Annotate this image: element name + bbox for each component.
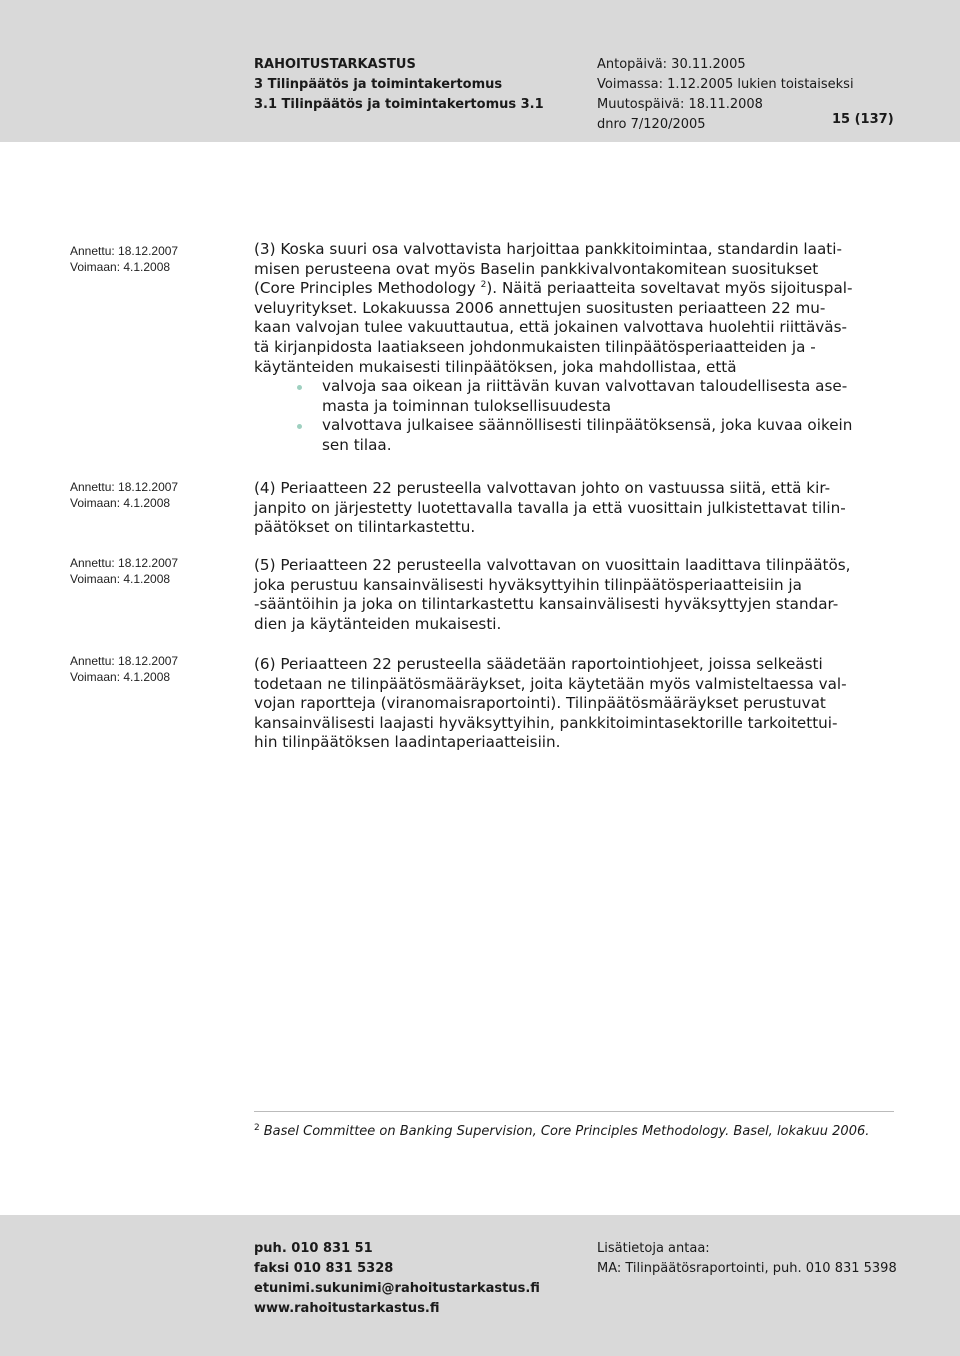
text-line: veluyritykset. Lokakuussa 2006 annettujen suositusten periaatteen 22 mu- [254,298,826,317]
footer-website[interactable]: www.rahoitustarkastus.fi [254,1301,440,1316]
text-line: misen perusteena ovat myös Baselin pankkivalvontakomitean suositukset [254,259,819,278]
header-subsection: 3.1 Tilinpäätös ja toimintakertomus 3.1 [254,97,544,112]
text-line: -sääntöihin ja joka on tilintarkastettu kansainvälisesti hyväksyttyjen standar- [254,595,839,614]
margin-note-voimaan: Voimaan: 4.1.2008 [70,572,171,586]
text-line: masta ja toiminnan tuloksellisuudesta [322,396,612,415]
text-line: käytänteiden mukaisesti tilinpäätöksen, joka mahdollistaa, että [254,357,737,376]
text-line: valvoja saa oikean ja riittävän kuvan valvottavan taloudellisesta ase- [322,377,848,396]
margin-note-annettu: Annettu: 18.12.2007 [70,654,179,668]
margin-note-voimaan: Voimaan: 4.1.2008 [70,496,171,510]
header-right [597,55,854,135]
header-reference: dnro 7/120/2005 [597,117,706,132]
text-line: sen tilaa. [322,435,392,454]
margin-note-annettu: Annettu: 18.12.2007 [70,480,179,494]
text-line: kansainvälisesti laajasti hyväksyttyihin, pankkitoimintasektorille tarkoitettui- [254,713,838,732]
text-line: vojan raportteja (viranomaisraportointi). Tilinpäätösmääräykset perustuvat [254,694,826,713]
text-line [254,279,894,299]
footnote-divider [254,1111,894,1112]
margin-note-annettu: Annettu: 18.12.2007 [70,556,179,570]
page-header [0,0,960,142]
page-footer [0,1215,960,1356]
header-in-force: Voimassa: 1.12.2005 lukien toistaiseksi [597,77,854,92]
text-line: (6) Periaatteen 22 perusteella säädetään raportointiohjeet, joissa selkeästi [254,655,823,673]
footer-fax: faksi 010 831 5328 [254,1261,394,1276]
footer-info-contact: MA: Tilinpäätösraportointi, puh. 010 831 5398 [597,1261,897,1276]
footer-email[interactable]: etunimi.sukunimi@rahoitustarkastus.fi [254,1281,540,1296]
header-given-date: Antopäivä: 30.11.2005 [597,57,746,72]
bullet-icon [297,385,302,390]
footnote-text: Basel Committee on Banking Supervision, Core Principles Methodology. Basel, lokakuu 2006. [263,1124,870,1139]
margin-note-4 [70,653,178,685]
text-fragment: ). Näitä periaatteita soveltavat myös sijoituspal- [486,279,853,298]
text-fragment: (Core Principles Methodology [254,279,481,298]
bullet-item-1 [254,377,894,416]
footer-info-label: Lisätietoja antaa: [597,1241,710,1256]
text-line: joka perustuu kansainvälisesti hyväksyttyihin tilinpäätösperiaatteisiin ja [254,575,802,594]
footer-info [597,1239,897,1279]
margin-note-1 [70,243,178,275]
page-number: 15 (137) [832,112,894,127]
header-section: 3 Tilinpäätös ja toimintakertomus [254,77,503,92]
footer-contact [254,1239,540,1319]
text-line: (3) Koska suuri osa valvottavista harjoittaa pankkitoimintaa, standardin laati- [254,240,842,258]
paragraph-3 [254,240,894,456]
margin-note-2 [70,479,178,511]
paragraph-6 [254,655,894,753]
text-line: todetaan ne tilinpäätösmääräykset, joita käytetään myös valmisteltaessa val- [254,674,847,693]
bullet-item-2 [254,416,894,455]
paragraph-4 [254,479,894,538]
text-line: päätökset on tilintarkastettu. [254,518,476,537]
text-line: janpito on järjestetty luotettavalla tavalla ja että vuosittain julkistettavat tilin- [254,498,846,517]
paragraph-5 [254,556,894,634]
margin-note-voimaan: Voimaan: 4.1.2008 [70,670,171,684]
text-line: hin tilinpäätöksen laadintaperiaatteisiin. [254,733,561,752]
text-line: valvottava julkaisee säännöllisesti tilinpäätöksensä, joka kuvaa oikein [322,416,853,435]
header-org: RAHOITUSTARKASTUS [254,57,416,72]
footnote [254,1124,869,1139]
text-line: tä kirjanpidosta laatiakseen johdonmukaisten tilinpäätösperiaatteiden ja - [254,337,816,356]
text-line: kaan valvojan tulee vakuuttautua, että jokainen valvottava huolehtii riittäväs- [254,318,847,337]
margin-note-annettu: Annettu: 18.12.2007 [70,244,179,258]
text-line: (4) Periaatteen 22 perusteella valvottavan johto on vastuussa siitä, että kir- [254,479,831,497]
margin-note-voimaan: Voimaan: 4.1.2008 [70,260,171,274]
margin-note-3 [70,555,178,587]
footer-phone: puh. 010 831 51 [254,1241,373,1256]
bullet-icon [297,424,302,429]
header-left [254,55,544,115]
text-line: (5) Periaatteen 22 perusteella valvottavan on vuosittain laadittava tilinpäätös, [254,556,851,574]
text-line: dien ja käytänteiden mukaisesti. [254,614,502,633]
footnote-number: 2 [254,1123,260,1133]
header-modified-date: Muutospäivä: 18.11.2008 [597,97,763,112]
footnote-reference: 2 [480,280,487,291]
